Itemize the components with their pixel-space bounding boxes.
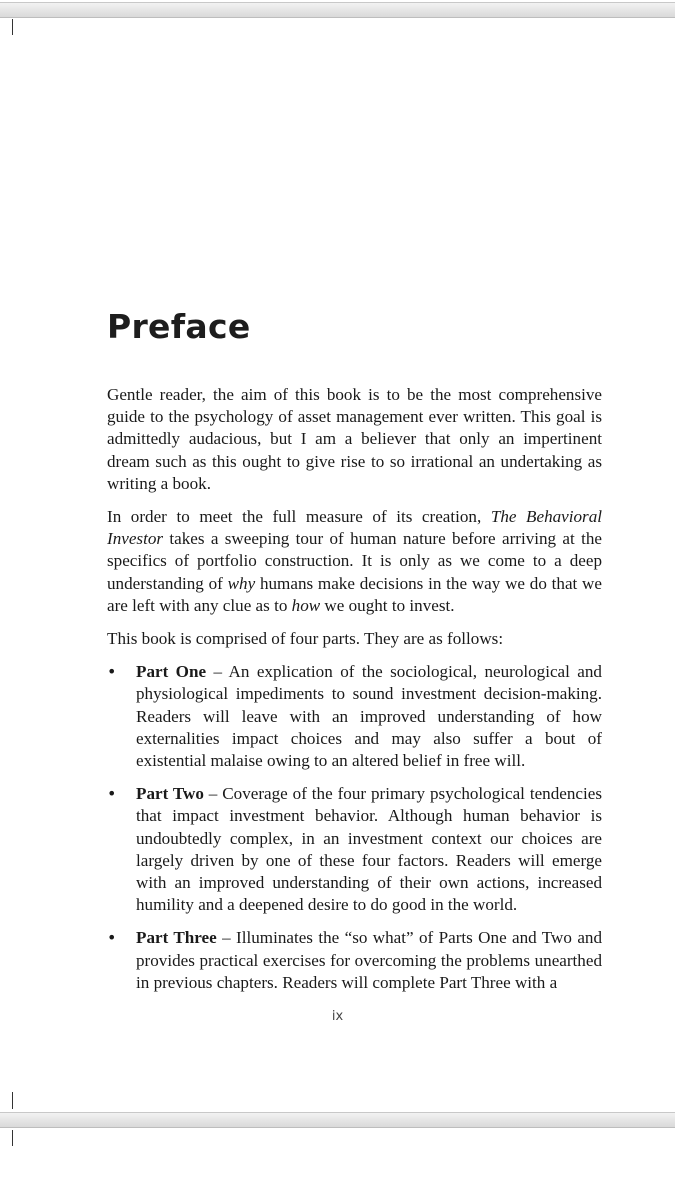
list-item-part-two — [107, 783, 602, 916]
page-number: ix — [331, 1009, 344, 1024]
part-three-description: – Illuminates the “so what” of Parts One and Two and provides practical exercises for overcoming the problems unearthed in previous chapters. Readers will complete Part Three with a — [136, 928, 603, 992]
emphasis-why: why — [227, 573, 256, 593]
crop-mark-top — [12, 19, 13, 35]
page-title: Preface — [107, 307, 251, 346]
overview-text-start: In order to meet the full measure of its creation, — [107, 507, 491, 527]
book-title: The Behavioral Investor — [107, 507, 602, 549]
overview-text-continued: takes a sweeping tour of human nature before arriving at the specifics of portfolio construction. It is only as we come to a deep understanding of — [107, 529, 602, 593]
preface-body — [107, 384, 602, 1005]
top-scroll-band — [0, 2, 675, 18]
paragraph-intro: Gentle reader, the aim of this book is to be the most comprehensive guide to the psychology of asset management ever written. This goal is admittedly audacious, but I am a believer that only an impertinent dream such as this ought to give rise to so irrational an undertaking as writing a book. — [107, 385, 602, 493]
overview-text-middle: humans make decisions in the way we do that we are left with any clue as to — [107, 573, 602, 615]
list-item-part-three — [107, 927, 602, 994]
bullet-icon: • — [107, 662, 117, 682]
crop-mark-bottom-upper — [12, 1092, 13, 1109]
crop-mark-bottom-lower — [12, 1130, 13, 1146]
overview-text-end: we ought to invest. — [320, 595, 455, 615]
parts-list — [107, 661, 602, 994]
bullet-icon: • — [107, 784, 117, 804]
list-item-part-one — [107, 661, 602, 772]
part-one-description: – An explication of the sociological, neurological and physiological impediments to sound investment decision-making. Readers will leave with an improved understanding of how externalities impact choices and may also suffer a bout of existential malaise owing to an altered belief in free will. — [136, 662, 602, 771]
bottom-scroll-band — [0, 1112, 675, 1128]
bullet-icon: • — [107, 928, 117, 948]
part-two-label: Part Two — [136, 784, 204, 804]
paragraph-parts-intro: This book is comprised of four parts. They are as follows: — [107, 629, 504, 649]
emphasis-how: how — [291, 595, 321, 615]
part-two-description: – Coverage of the four primary psychological tendencies that impact investment behavior. Although human behavior is undoubtedly complex, in an investment context our choices are largely driven by one of these four factors. Readers will emerge with an improved understanding of their own actions, increased humility and a deepened desire to do good in the world. — [136, 784, 602, 915]
part-three-label: Part Three — [136, 928, 217, 948]
part-one-label: Part One — [136, 662, 207, 682]
paragraph-book-overview — [107, 506, 602, 617]
